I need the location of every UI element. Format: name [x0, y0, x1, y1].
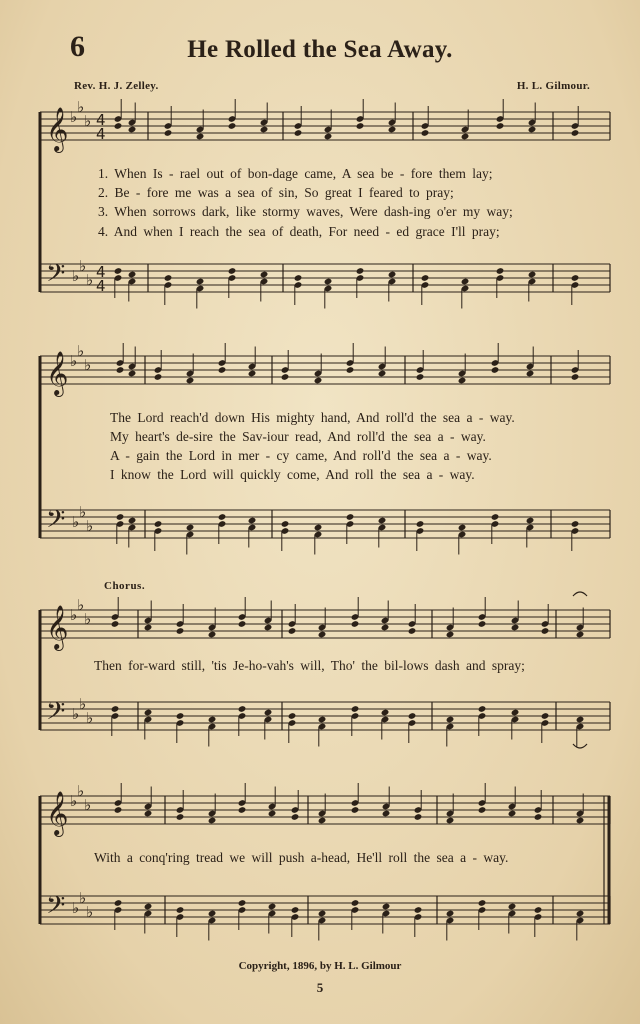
system4-treble-note [446, 817, 455, 825]
system1-treble-flat: ♭ [70, 108, 78, 126]
system3-bass-note [264, 709, 273, 717]
system2-treble-note [346, 366, 355, 374]
system4-bass-note [446, 910, 455, 918]
system3-bass-flat: ♭ [79, 695, 87, 713]
system4-treble-flat: ♭ [84, 796, 92, 814]
system2-bass-note [526, 517, 535, 525]
system1-bass-note [228, 267, 237, 275]
system1-treble-note [421, 129, 430, 137]
system3-bass-note [176, 712, 185, 720]
system1-bass-note [114, 267, 123, 275]
system1-treble-note [571, 129, 580, 137]
system1-bass-flat: ♭ [86, 271, 94, 289]
system3-treble-note [288, 627, 297, 635]
system4-bass-note [318, 910, 327, 918]
verse4-line1: 4. And when I reach the sea of death, For need - ed grace I'll pray; [98, 224, 500, 239]
system1-treble-flat: ♭ [77, 98, 85, 116]
system4-bass-note [114, 899, 123, 907]
system2-bass-flat: ♭ [86, 517, 94, 535]
author-credit: Rev. H. J. Zelley. [74, 80, 159, 92]
system4-bass-note [382, 903, 391, 911]
system3-bass-note [351, 705, 360, 713]
system4-treble-flat: ♭ [77, 782, 85, 800]
system4-bass-flat: ♭ [79, 889, 87, 907]
system1-treble-note [461, 133, 470, 141]
system2-treble-note [281, 373, 290, 381]
system2-bass-note [248, 517, 257, 525]
verse3-line1: 3. When sorrows dark, like stormy waves, Were dash-ing o'er my way; [98, 204, 513, 219]
system2-bass-note [116, 513, 125, 521]
system2-bass-note [416, 520, 425, 528]
system2-bass-note [154, 520, 163, 528]
system4-treble-note [414, 813, 423, 821]
system4-bass-flat: ♭ [86, 903, 94, 921]
system1-bass-note [294, 274, 303, 282]
system3-bass-note [111, 705, 120, 713]
system2-bass-note [571, 520, 580, 528]
system3-treble-note [408, 627, 417, 635]
chorus-line1: Then for-ward still, 'tis Je-ho-vah's will, Tho' the bil-lows dash and spray; [94, 658, 525, 673]
system4-bass-note [508, 903, 517, 911]
system2-bass-note [281, 520, 290, 528]
system4-bass-note [208, 910, 217, 918]
system1-bass-note [388, 271, 397, 279]
system3-bass-note [408, 712, 417, 720]
system1-treble-note [356, 122, 365, 130]
system3-treble-note [238, 620, 247, 628]
system2-bass-flat: ♭ [79, 503, 87, 521]
system3-bass-note [511, 709, 520, 717]
system2-bass-note [491, 513, 500, 521]
system1-treble-clef: 𝄞 [46, 107, 69, 151]
system4-treble-clef: 𝄞 [46, 791, 69, 835]
system4-bass-note [414, 906, 423, 914]
verse2-line1: 2. Be - fore me was a sea of sin, So great I feared to pray; [98, 185, 454, 200]
system3-treble-note [264, 624, 273, 632]
page-number: 5 [316, 980, 324, 995]
chorus-label: Chorus. [104, 580, 146, 592]
system3-treble-flat: ♭ [84, 610, 92, 628]
system1-bass-note [128, 271, 137, 279]
system4-treble-note [238, 806, 247, 814]
system1-treble-flat: ♭ [84, 112, 92, 130]
system1-treble-note [388, 126, 397, 134]
system4-bass-note [534, 906, 543, 914]
system4-treble-note [576, 817, 585, 825]
system1-treble-note [324, 133, 333, 141]
system2-treble-note [416, 373, 425, 381]
system2-bass-note [218, 513, 227, 521]
system1-bass-flat: ♭ [79, 257, 87, 275]
system2-treble-note [378, 370, 387, 378]
system2-treble-note [116, 366, 125, 374]
system2-bass-note [346, 513, 355, 521]
system3-treble-note [541, 627, 550, 635]
system3-bass-note [446, 716, 455, 724]
system3-treble-note [446, 631, 455, 639]
system4-bass-note [176, 906, 185, 914]
system3-treble-flat: ♭ [70, 606, 78, 624]
system3-bass-note [208, 716, 217, 724]
system1-treble-note [294, 129, 303, 137]
system4-bass-clef: 𝄢 [46, 891, 66, 926]
system2-treble-note [154, 373, 163, 381]
system2-treble-note [571, 373, 580, 381]
system3-bass-flat: ♭ [86, 709, 94, 727]
system4-treble-flat: ♭ [70, 792, 78, 810]
verse1-line2: The Lord reach'd down His mighty hand, And roll'd the sea a - way. [110, 410, 515, 425]
system4-treble-note [318, 817, 327, 825]
system4-bass-note [351, 899, 360, 907]
system4-bass-note [291, 906, 300, 914]
copyright-notice: Copyright, 1896, by H. L. Gilmour [238, 960, 402, 972]
system2-treble-note [458, 377, 467, 385]
system1-bass-note [260, 271, 269, 279]
system1-treble-note [528, 126, 537, 134]
system1-treble-note [228, 122, 237, 130]
system4-treble-note [176, 813, 185, 821]
system4-treble-note [144, 810, 153, 818]
system4-bass-note [144, 903, 153, 911]
system3-treble-note [111, 620, 120, 628]
verse2-line2: My heart's de-sire the Sav-iour read, And roll'd the sea a - way. [110, 429, 486, 444]
system2-treble-note [491, 366, 500, 374]
system1-treble-note [164, 129, 173, 137]
system4-bass-note [576, 910, 585, 918]
system2-treble-note [186, 377, 195, 385]
system2-treble-flat: ♭ [84, 356, 92, 374]
system3-bass-clef: 𝄢 [46, 697, 66, 732]
system4-treble-note [382, 810, 391, 818]
system2-bass-note [128, 517, 137, 525]
verse1-line1: 1. When Is - rael out of bon-dage came, A sea be - fore them lay; [98, 166, 493, 181]
system3-bass-note [541, 712, 550, 720]
fermata-treble [573, 592, 587, 596]
system2-bass-note [314, 524, 323, 532]
system3-bass-note [381, 709, 390, 717]
system2-treble-note [314, 377, 323, 385]
system2-treble-note [248, 370, 257, 378]
system3-treble-note [576, 631, 585, 639]
system4-treble-note [508, 810, 517, 818]
system4-bass-note [238, 899, 247, 907]
system4-bass-flat: ♭ [72, 899, 80, 917]
system3-bass-note [576, 716, 585, 724]
composer-credit: H. L. Gilmour. [516, 80, 590, 92]
system4-treble-note [268, 810, 277, 818]
system4-treble-note [478, 806, 487, 814]
system3-treble-note [176, 627, 185, 635]
system1-treble-time-bottom: 4 [96, 125, 106, 143]
system1-treble-note [496, 122, 505, 130]
system1-bass-note [528, 271, 537, 279]
system1-bass-clef: 𝄢 [46, 259, 66, 294]
system3-bass-note [318, 716, 327, 724]
system1-bass-note [496, 267, 505, 275]
system4-treble-note [351, 806, 360, 814]
system2-treble-note [218, 366, 227, 374]
system1-bass-note [571, 274, 580, 282]
system2-bass-note [458, 524, 467, 532]
system1-treble-note [260, 126, 269, 134]
system2-treble-flat: ♭ [77, 342, 85, 360]
system4-bass-note [268, 903, 277, 911]
system1-bass-flat: ♭ [72, 267, 80, 285]
chorus-line2: With a conq'ring tread we will push a-head, He'll roll the sea a - way. [94, 850, 509, 865]
system2-bass-note [186, 524, 195, 532]
verse3-line2: A - gain the Lord in mer - cy came, And roll'd the sea a - way. [110, 448, 492, 463]
fermata-bass [573, 744, 587, 748]
system4-treble-note [208, 817, 217, 825]
system3-bass-note [238, 705, 247, 713]
system1-bass-time-bottom: 4 [96, 277, 106, 295]
hymn-title: He Rolled the Sea Away. [187, 36, 453, 63]
system4-treble-note [114, 806, 123, 814]
system3-bass-note [288, 712, 297, 720]
system1-bass-note [421, 274, 430, 282]
system2-treble-clef: 𝄞 [46, 351, 69, 395]
system3-treble-note [318, 631, 327, 639]
system4-treble-note [534, 813, 543, 821]
system3-treble-note [144, 624, 153, 632]
system1-bass-note [356, 267, 365, 275]
system3-bass-flat: ♭ [72, 705, 80, 723]
system2-bass-clef: 𝄢 [46, 505, 66, 540]
system3-treble-note [381, 624, 390, 632]
system1-bass-note [196, 278, 205, 286]
system3-treble-note [208, 631, 217, 639]
system2-treble-flat: ♭ [70, 352, 78, 370]
system3-bass-note [478, 705, 487, 713]
system1-bass-note [164, 274, 173, 282]
system3-treble-clef: 𝄞 [46, 605, 69, 649]
system1-treble-note [196, 133, 205, 141]
system1-treble-time-top: 4 [96, 111, 106, 129]
system2-bass-flat: ♭ [72, 513, 80, 531]
system3-treble-note [478, 620, 487, 628]
system3-treble-note [351, 620, 360, 628]
hymn-number: 6 [70, 30, 85, 63]
system3-treble-flat: ♭ [77, 596, 85, 614]
system4-bass-note [478, 899, 487, 907]
system1-treble-note [114, 122, 123, 130]
system4-treble-note [291, 813, 300, 821]
system1-bass-time-top: 4 [96, 263, 106, 281]
system2-treble-note [128, 370, 137, 378]
system3-treble-note [511, 624, 520, 632]
system1-bass-note [461, 278, 470, 286]
verse4-line2: I know the Lord will quickly come, And roll the sea a - way. [110, 467, 475, 482]
system2-treble-note [526, 370, 535, 378]
system3-bass-note [144, 709, 153, 717]
system1-treble-note [128, 126, 137, 134]
system2-bass-note [378, 517, 387, 525]
system1-bass-note [324, 278, 333, 286]
